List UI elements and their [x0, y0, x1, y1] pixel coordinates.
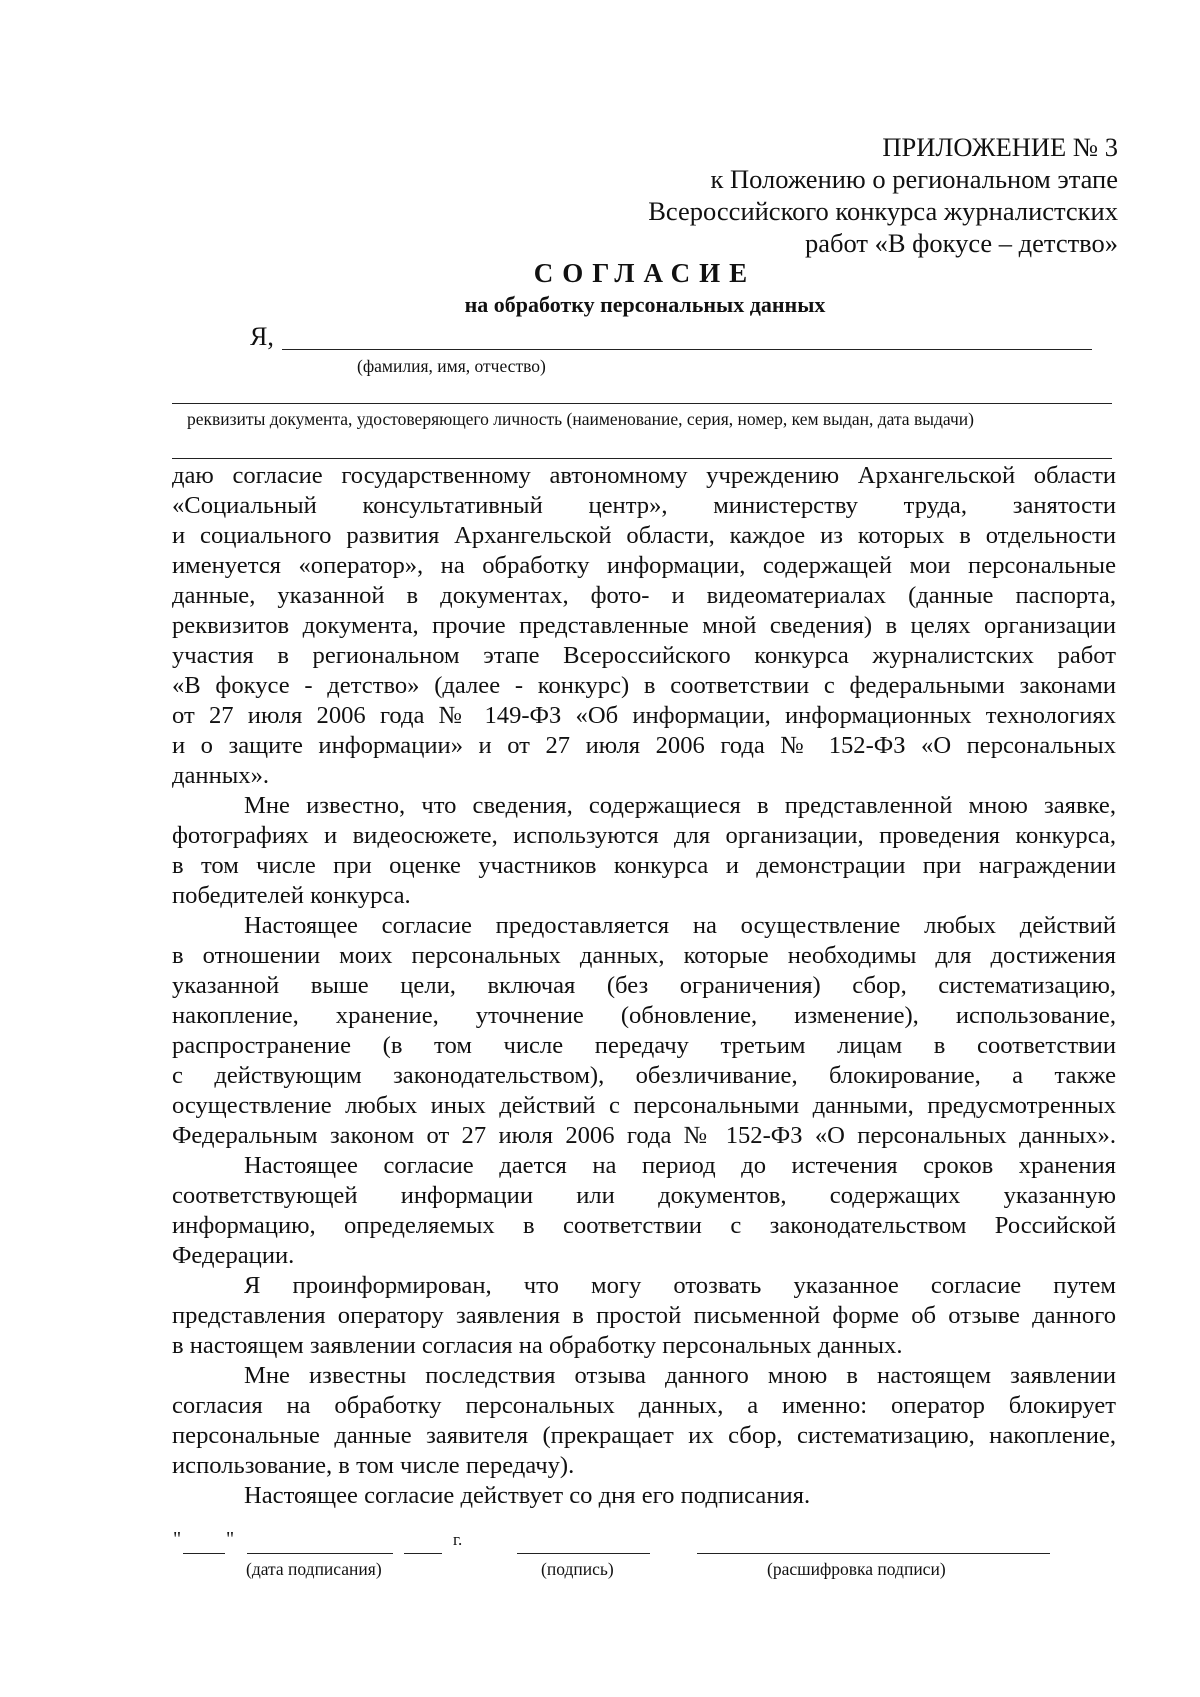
date-hint: (дата подписания): [246, 1559, 382, 1579]
paragraph-tail: Федерации.: [172, 1242, 295, 1269]
fio-field-line[interactable]: [282, 349, 1092, 350]
document-title: СОГЛАСИЕ: [533, 258, 757, 288]
appendix-header: [418, 131, 1118, 259]
paragraph: даю согласие государственному автономному учреждению Архангельской области «Социальный консультативный центр», министерству труда, занятости и социального развития Архангельской области, каждое из которых в отдельности именуется «оператор», на обработку информации, содержащей мои персональные данные, указанной в документах, фото- и видеоматериалах (данные паспорта, реквизитов документа, прочие представленные мной сведения) в целях организации участия в региональном этапе Всероссийского конкурса журналистских работ «В фокусе - детство» (далее - конкурс) в соответствии с федеральными законами от 27 июля 2006 года № 149-ФЗ «Об информации, информационных технологиях и о защите информации» и от 27 июля 2006 года № 152-ФЗ «О персональных: [172, 462, 1116, 759]
ya-label: Я,: [250, 322, 274, 351]
paragraph: Мне известно, что сведения, содержащиеся в представленной мною заявке, фотографиях и видеосюжете, используются для организации, проведения конкурса, в том числе при оценке участников конкурса и демонстрации при награждении: [172, 792, 1116, 879]
document-hint: реквизиты документа, удостоверяющего личность (наименование, серия, номер, кем выдан, дата выдачи): [187, 409, 974, 429]
paragraph-tail: в настоящем заявлении согласия на обработку персональных данных.: [172, 1332, 903, 1359]
signature-hint: (подпись): [541, 1559, 614, 1579]
year-suffix: г.: [453, 1530, 463, 1549]
paragraph: Мне известны последствия отзыва данного мною в настоящем заявлении согласия на обработку персональных данных, а именно: оператор блокирует персональные данные заявителя (прекращает их сбор, систематизацию, накопление,: [172, 1362, 1116, 1449]
paragraph: Настоящее согласие дается на период до истечения сроков хранения соответствующей информации или документов, содержащих указанную информацию, определяемых в соответствии с законодательством Российской: [172, 1152, 1116, 1239]
appendix-line: к Положению о региональном этапе: [710, 164, 1118, 194]
consent-body: [172, 461, 1116, 1511]
year-field-line[interactable]: [404, 1553, 442, 1554]
document-subtitle: на обработку персональных данных: [464, 292, 826, 317]
day-field-line[interactable]: [183, 1553, 225, 1554]
appendix-line: Всероссийского конкурса журналистских: [648, 196, 1118, 226]
paragraph-tail: победителей конкурса.: [172, 882, 411, 909]
paragraph: Я проинформирован, что могу отозвать указанное согласие путем представления оператору заявления в простой письменной форме об отзыве данного: [172, 1272, 1116, 1329]
date-quote-open: ": [173, 1528, 182, 1550]
month-field-line[interactable]: [247, 1553, 393, 1554]
paragraph: Настоящее согласие предоставляется на осуществление любых действий в отношении моих персональных данных, которые необходимы для достижения указанной выше цели, включая (без ограничения) сбор, систематизацию, накопление, хранение, уточнение (обновление, изменение), использование, распространение (в том числе передачу третьим лицам в соответствии с действующим законодательством), обезличивание, блокирование, а также осуществление любых иных действий с персональными данными, предусмотренных Федеральным законом от 27 июля 2006 года № 152-ФЗ «О персональных данных».: [172, 912, 1116, 1149]
fio-hint: (фамилия, имя, отчество): [357, 356, 546, 376]
paragraph-tail: данных».: [172, 762, 270, 789]
paragraph: Настоящее согласие действует со дня его подписания.: [244, 1482, 811, 1509]
appendix-line: ПРИЛОЖЕНИЕ № 3: [882, 132, 1118, 162]
decoding-field-line[interactable]: [697, 1553, 1050, 1554]
document-field-line-bottom[interactable]: [172, 458, 1112, 459]
appendix-line: работ «В фокусе – детство»: [805, 228, 1118, 258]
signature-field-line[interactable]: [517, 1553, 650, 1554]
decoding-hint: (расшифровка подписи): [767, 1559, 946, 1579]
document-field-line-top[interactable]: [172, 403, 1112, 404]
date-quote-close: ": [226, 1528, 235, 1550]
paragraph-tail: использование, в том числе передачу).: [172, 1452, 575, 1479]
